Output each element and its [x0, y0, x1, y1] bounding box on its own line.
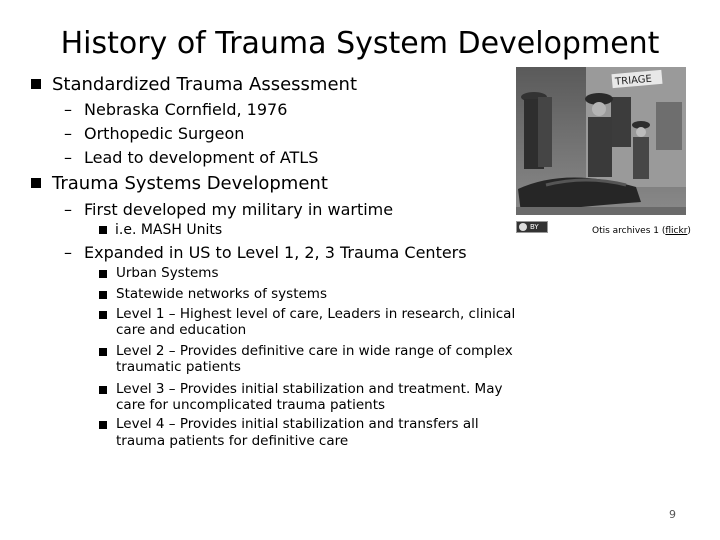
cc-by-label: BY: [530, 223, 539, 231]
photo-credit: [592, 225, 691, 237]
bullet-square-icon: [99, 226, 107, 234]
dash-bullet: –: [64, 243, 72, 262]
cc-license-badge[interactable]: [516, 221, 548, 233]
bullet-square-icon: [99, 386, 107, 394]
sub-bullet-military: First developed my military in wartime: [84, 200, 394, 219]
triage-photo: [516, 67, 686, 215]
page-number: 9: [669, 508, 676, 521]
item-level-2-cont: traumatic patients: [116, 359, 241, 375]
item-mash-units: i.e. MASH Units: [115, 222, 223, 238]
dash-bullet: –: [64, 100, 72, 119]
cc-icon: [519, 223, 527, 231]
credit-author: Otis archives 1 (: [592, 226, 666, 236]
item-urban-systems: Urban Systems: [116, 265, 219, 281]
slide-title: History of Trauma System Development: [60, 26, 660, 61]
sub-bullet-atls: Lead to development of ATLS: [84, 148, 319, 167]
item-level-1: Level 1 – Highest level of care, Leaders in research, clinical: [116, 306, 516, 322]
item-level-3-cont: care for uncomplicated trauma patients: [116, 397, 386, 413]
item-statewide-networks: Statewide networks of systems: [116, 286, 327, 302]
dash-bullet: –: [64, 200, 72, 219]
dash-bullet: –: [64, 124, 72, 143]
sub-bullet-expanded: Expanded in US to Level 1, 2, 3 Trauma Centers: [84, 243, 467, 262]
dash-bullet: –: [64, 148, 72, 167]
sub-bullet-nebraska: Nebraska Cornfield, 1976: [84, 100, 288, 119]
item-level-3: Level 3 – Provides initial stabilization and treatment. May: [116, 381, 503, 397]
credit-close: ): [687, 226, 691, 236]
bullet-square-icon: [99, 348, 107, 356]
bullet-square-icon: [99, 291, 107, 299]
item-level-4: Level 4 – Provides initial stabilization and transfers all: [116, 416, 479, 432]
triage-sign-text: TRIAGE: [614, 73, 653, 88]
item-level-2: Level 2 – Provides definitive care in wide range of complex: [116, 343, 513, 359]
bullet-square-icon: [99, 270, 107, 278]
flickr-link[interactable]: flickr: [665, 226, 688, 236]
bullet-trauma-systems: Trauma Systems Development: [52, 173, 328, 194]
item-level-1-cont: care and education: [116, 322, 247, 338]
bullet-square-icon: [31, 178, 41, 188]
sub-bullet-surgeon: Orthopedic Surgeon: [84, 124, 245, 143]
bullet-standardized-assessment: Standardized Trauma Assessment: [52, 74, 358, 95]
bullet-square-icon: [99, 421, 107, 429]
bullet-square-icon: [31, 79, 41, 89]
item-level-4-cont: trauma patients for definitive care: [116, 433, 349, 449]
bullet-square-icon: [99, 311, 107, 319]
